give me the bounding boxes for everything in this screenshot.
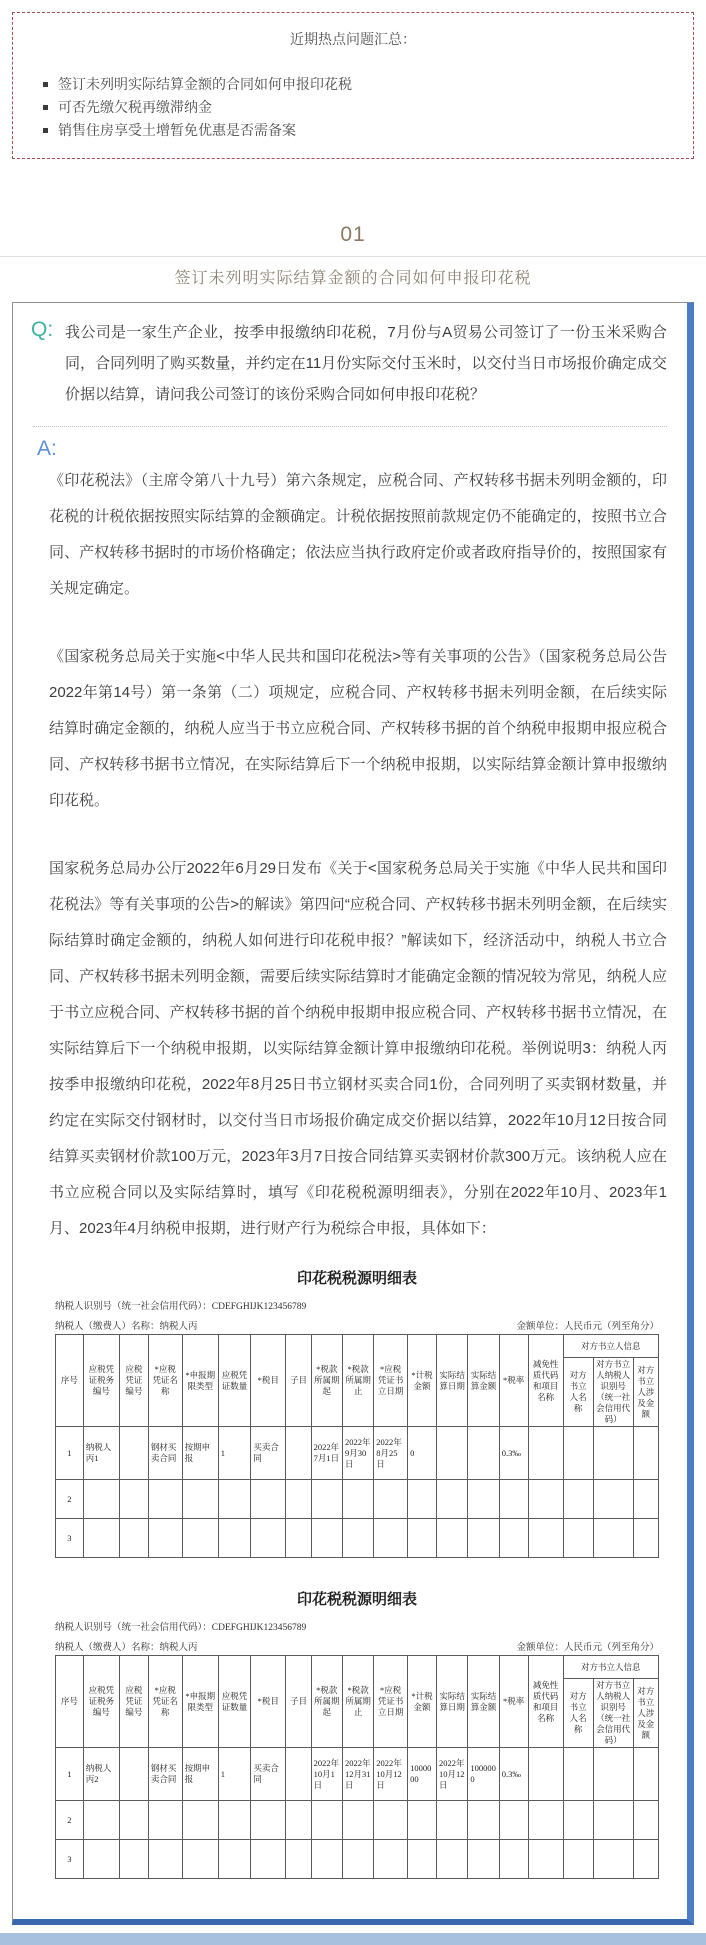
table-cell [182, 1840, 218, 1879]
table-cell [286, 1480, 311, 1519]
table-cell: 1 [218, 1748, 251, 1801]
table-cell: 按期申报 [182, 1748, 218, 1801]
table-cell [593, 1427, 633, 1480]
answer-paragraph: 《国家税务总局关于实施<中华人民共和国印花税法>等有关事项的公告》（国家税务总局公告2022年第14号）第一条第（二）项规定，应税合同、产权转移书据未列明金额，在后续实际结算时确定金额的，纳税人应当于书立应税合同、产权转移书据的首个纳税申报期申报应税合同、产权转移书据书立情况，在实际结算后下一个纳税申报期，以实际结算金额计算申报缴纳印花税。 [49, 648, 667, 809]
table-cell [408, 1840, 437, 1879]
table-cell: 钢材买卖合同 [148, 1427, 182, 1480]
table-header-cell: 应税凭证数量 [218, 1335, 251, 1427]
table-header-cell: 对方书立人涉及金额 [633, 1679, 658, 1748]
table-cell [148, 1801, 182, 1840]
table-cell [593, 1748, 633, 1801]
tax-table-block-1 [55, 1267, 659, 1558]
table-cell [563, 1801, 593, 1840]
table-row [56, 1519, 659, 1558]
table-row [56, 1480, 659, 1519]
table-cell [182, 1801, 218, 1840]
table-cell [286, 1519, 311, 1558]
table-header-cell: 应税凭证编号 [119, 1335, 148, 1427]
table-cell: 0.3‰ [499, 1427, 528, 1480]
hot-topic-text: 可否先缴欠税再缴滞纳金 [58, 99, 212, 115]
table-header-cell: 实际结算日期 [437, 1335, 468, 1427]
table-cell: 1000000 [468, 1748, 499, 1801]
table-cell: 1 [56, 1427, 84, 1480]
table-cell [251, 1840, 286, 1879]
table-cell [499, 1480, 528, 1519]
hot-topics-title: 近期热点问题汇总： [290, 31, 416, 47]
table-header-cell: *应税凭证名称 [148, 1335, 182, 1427]
answer-label: A: [37, 437, 57, 460]
hot-topic-text: 签订未列明实际结算金额的合同如何申报印花税 [58, 76, 352, 92]
table-cell [528, 1748, 563, 1801]
table-cell [218, 1519, 251, 1558]
table-cell [468, 1840, 499, 1879]
table-cell: 2022年10月1日 [311, 1748, 342, 1801]
table-cell [408, 1480, 437, 1519]
table-header-cell: 对方书立人名称 [563, 1358, 593, 1427]
table-header-cell: 实际结算金额 [468, 1656, 499, 1748]
table-cell [563, 1748, 593, 1801]
table-cell [528, 1519, 563, 1558]
table-header-cell: *税款所属期起 [311, 1656, 342, 1748]
table-cell [342, 1480, 373, 1519]
table-cell [83, 1801, 119, 1840]
table-cell [593, 1801, 633, 1840]
table-cell [633, 1427, 658, 1480]
table-title: 印花税税源明细表 [296, 1591, 417, 1608]
table-cell [633, 1840, 658, 1879]
bullet-square-icon [43, 82, 48, 87]
table-cell [119, 1427, 148, 1480]
table-cell [119, 1840, 148, 1879]
table-cell [468, 1480, 499, 1519]
table-cell [499, 1840, 528, 1879]
table-cell [633, 1801, 658, 1840]
table-cell [311, 1519, 342, 1558]
table-row [56, 1427, 659, 1480]
table-cell [218, 1840, 251, 1879]
question-text: 我公司是一家生产企业，按季申报缴纳印花税，7月份与A贸易公司签订了一份玉米采购合同，合同列明了购买数量，并约定在11月份实际交付玉米时，以交付当日市场报价确定成交价据以结算，请问我公司签订的该份采购合同如何申报印花税？ [65, 324, 667, 403]
taxpayer-id-line: 纳税人识别号（统一社会信用代码）：CDEFGHIJK123456789 [55, 1302, 307, 1312]
table-cell: 0 [408, 1427, 437, 1480]
table-cell [251, 1519, 286, 1558]
table-cell [563, 1840, 593, 1879]
bullet-square-icon [43, 128, 48, 133]
qa-box [12, 302, 694, 1925]
table-cell [374, 1519, 408, 1558]
question-row [31, 317, 669, 410]
table-cell: 按期申报 [182, 1427, 218, 1480]
table-header-cell: *税率 [499, 1335, 528, 1427]
table-header-cell: 子目 [286, 1656, 311, 1748]
hot-topic-item [43, 73, 673, 96]
table-header-cell: *应税凭证书立日期 [374, 1656, 408, 1748]
table-cell: 0.3‰ [499, 1748, 528, 1801]
table-cell [83, 1480, 119, 1519]
table-cell [119, 1801, 148, 1840]
table-header-cell: 减免性质代码和项目名称 [528, 1335, 563, 1427]
table-cell [468, 1801, 499, 1840]
table-cell [633, 1519, 658, 1558]
table-cell [311, 1480, 342, 1519]
table-header-cell: *申报期限类型 [182, 1656, 218, 1748]
table-cell [182, 1519, 218, 1558]
table-cell: 钢材买卖合同 [148, 1748, 182, 1801]
table-cell [311, 1801, 342, 1840]
table-header-cell: 对方书立人纳税人识别号（统一社会信用代码） [593, 1358, 633, 1427]
table-cell [437, 1840, 468, 1879]
table-cell [119, 1519, 148, 1558]
hot-topic-item [43, 96, 673, 119]
table-cell [633, 1480, 658, 1519]
table-cell [468, 1519, 499, 1558]
table-header-cell: *计税金额 [408, 1656, 437, 1748]
table-cell [342, 1840, 373, 1879]
section-number: 01 [340, 223, 366, 246]
table-cell: 2022年10月12日 [374, 1748, 408, 1801]
page-bottom-strip [0, 1933, 706, 1945]
table-cell [593, 1519, 633, 1558]
table-row [56, 1801, 659, 1840]
table-cell [83, 1519, 119, 1558]
amount-unit-line: 金额单位：人民币元（列至角分） [516, 1643, 659, 1653]
table-cell [563, 1480, 593, 1519]
tax-table-block-2 [55, 1588, 659, 1879]
table-cell: 买卖合同 [251, 1427, 286, 1480]
table-cell [286, 1427, 311, 1480]
table-header-cell: *应税凭证书立日期 [374, 1335, 408, 1427]
table-header-cell: 序号 [56, 1335, 84, 1427]
table-cell [311, 1840, 342, 1879]
table-cell [119, 1748, 148, 1801]
table-row [56, 1748, 659, 1801]
table-cell [437, 1801, 468, 1840]
table-cell: 1 [56, 1748, 84, 1801]
amount-unit-line: 金额单位：人民币元（列至角分） [516, 1322, 659, 1332]
table-cell [374, 1840, 408, 1879]
table-cell [408, 1801, 437, 1840]
table-header-cell: 对方书立人涉及金额 [633, 1358, 658, 1427]
table-cell: 3 [56, 1840, 84, 1879]
stamp-tax-source-table-1 [55, 1334, 659, 1558]
table-header-cell: 应税凭证税务编号 [83, 1656, 119, 1748]
table-cell: 2022年9月30日 [342, 1427, 373, 1480]
table-meta-line [55, 1318, 659, 1332]
table-header-cell: 实际结算日期 [437, 1656, 468, 1748]
table-header-cell: *税率 [499, 1656, 528, 1748]
table-header-cell: *申报期限类型 [182, 1335, 218, 1427]
table-header-cell: 对方书立人名称 [563, 1679, 593, 1748]
table-title: 印花税税源明细表 [296, 1270, 417, 1287]
table-cell [286, 1748, 311, 1801]
table-cell [286, 1801, 311, 1840]
table-cell [83, 1840, 119, 1879]
table-cell [528, 1427, 563, 1480]
table-header-cell: 应税凭证税务编号 [83, 1335, 119, 1427]
table-cell [374, 1801, 408, 1840]
answer-paragraphs [49, 463, 667, 1247]
table-cell [633, 1748, 658, 1801]
table-cell [218, 1480, 251, 1519]
table-header-cell: 子目 [286, 1335, 311, 1427]
section-header [0, 223, 706, 288]
table-cell [119, 1480, 148, 1519]
table-header-cell: 实际结算金额 [468, 1335, 499, 1427]
hot-topics-list [33, 73, 673, 142]
table-header-cell: *税款所属期止 [342, 1335, 373, 1427]
table-header-cell: *税目 [251, 1656, 286, 1748]
taxpayer-name-line: 纳税人（缴费人）名称：纳税人丙 [55, 1643, 198, 1653]
table-row [56, 1840, 659, 1879]
section-divider [0, 256, 706, 257]
table-cell [499, 1519, 528, 1558]
table-cell: 2022年10月12日 [437, 1748, 468, 1801]
table-cell [342, 1801, 373, 1840]
table-header-cell: 对方书立人纳税人识别号（统一社会信用代码） [593, 1679, 633, 1748]
table-cell: 买卖合同 [251, 1748, 286, 1801]
table-cell [528, 1801, 563, 1840]
answer-paragraph: 《印花税法》（主席令第八十九号）第六条规定，应税合同、产权转移书据未列明金额的，印花税的计税依据按照实际结算的金额确定。计税依据按照前款规定仍不能确定的，按照书立合同、产权转移书据时的市场价格确定；依法应当执行政府定价或者政府指导价的，按照国家有关规定确定。 [49, 472, 667, 597]
table-header-cell: 应税凭证编号 [119, 1656, 148, 1748]
answer-paragraph: 国家税务总局办公厅2022年6月29日发布《关于<国家税务总局关于实施《中华人民共和国印花税法》等有关事项的公告>的解读》第四问“应税合同、产权转移书据未列明金额，在后续实际结算时确定金额的，纳税人如何进行印花税申报？”解读如下，经济活动中，纳税人书立合同、产权转移书据未列明金额，需要后续实际结算时才能确定金额的情况较为常见，纳税人应于书立应税合同、产权转移书据的首个纳税申报期申报应税合同、产权转移书据书立情况，在实际结算后下一个纳税申报期，以实际结算金额计算申报缴纳印花税。举例说明3：纳税人丙按季申报缴纳印花税，2022年8月25日书立钢材买卖合同1份，合同列明了买卖钢材数量，并约定在实际交付钢材时，以交付当日市场报价确定成交价据以结算，2022年10月12日按合同结算买卖钢材价款100万元，2023年3月7日按合同结算买卖钢材价款300万元。该纳税人应在书立应税合同以及实际结算时，填写《印花税税源明细表》，分别在2022年10月、2023年1月、2023年4月纳税申报期，进行财产行为税综合申报，具体如下： [49, 860, 667, 1237]
hot-topic-item [43, 119, 673, 142]
table-cell: 2 [56, 1480, 84, 1519]
hot-topics-box [12, 12, 694, 159]
table-cell: 纳税人丙1 [83, 1427, 119, 1480]
bullet-square-icon [43, 105, 48, 110]
question-label: Q: [31, 318, 54, 341]
counterparty-group-header: 对方书立人信息 [563, 1335, 658, 1358]
table-cell [563, 1519, 593, 1558]
table-cell [286, 1840, 311, 1879]
table-header-cell: *税目 [251, 1335, 286, 1427]
table-cell: 1 [218, 1427, 251, 1480]
table-header-cell: 序号 [56, 1656, 84, 1748]
table-cell [528, 1840, 563, 1879]
table-cell [218, 1801, 251, 1840]
table-header-cell: 减免性质代码和项目名称 [528, 1656, 563, 1748]
table-cell [148, 1840, 182, 1879]
table-cell [528, 1480, 563, 1519]
table-cell: 2 [56, 1801, 84, 1840]
table-cell [148, 1519, 182, 1558]
table-meta-line [55, 1639, 659, 1653]
table-header-cell: 应税凭证数量 [218, 1656, 251, 1748]
table-cell [437, 1519, 468, 1558]
stamp-tax-source-table-2 [55, 1655, 659, 1879]
table-header-cell: *应税凭证名称 [148, 1656, 182, 1748]
hot-topic-text: 销售住房享受土增暂免优惠是否需备案 [58, 122, 296, 138]
table-cell [563, 1427, 593, 1480]
taxpayer-id-line: 纳税人识别号（统一社会信用代码）：CDEFGHIJK123456789 [55, 1623, 307, 1633]
table-cell [593, 1840, 633, 1879]
table-cell [437, 1427, 468, 1480]
table-cell [499, 1801, 528, 1840]
table-cell: 2022年7月1日 [311, 1427, 342, 1480]
table-cell: 2022年8月25日 [374, 1427, 408, 1480]
taxpayer-name-line: 纳税人（缴费人）名称：纳税人丙 [55, 1322, 198, 1332]
counterparty-group-header: 对方书立人信息 [563, 1656, 658, 1679]
table-cell [374, 1480, 408, 1519]
table-cell [182, 1480, 218, 1519]
table-cell [468, 1427, 499, 1480]
table-cell: 纳税人丙2 [83, 1748, 119, 1801]
table-cell [251, 1801, 286, 1840]
table-cell: 3 [56, 1519, 84, 1558]
table-header-cell: *税款所属期起 [311, 1335, 342, 1427]
table-cell [148, 1480, 182, 1519]
table-cell [342, 1519, 373, 1558]
table-header-cell: *计税金额 [408, 1335, 437, 1427]
section-title: 签订未列明实际结算金额的合同如何申报印花税 [174, 270, 532, 287]
table-cell [408, 1519, 437, 1558]
table-cell [251, 1480, 286, 1519]
table-cell [437, 1480, 468, 1519]
table-cell: 1000000 [408, 1748, 437, 1801]
table-cell: 2022年12月31日 [342, 1748, 373, 1801]
dotted-separator [33, 426, 667, 427]
table-cell [593, 1480, 633, 1519]
table-header-cell: *税款所属期止 [342, 1656, 373, 1748]
